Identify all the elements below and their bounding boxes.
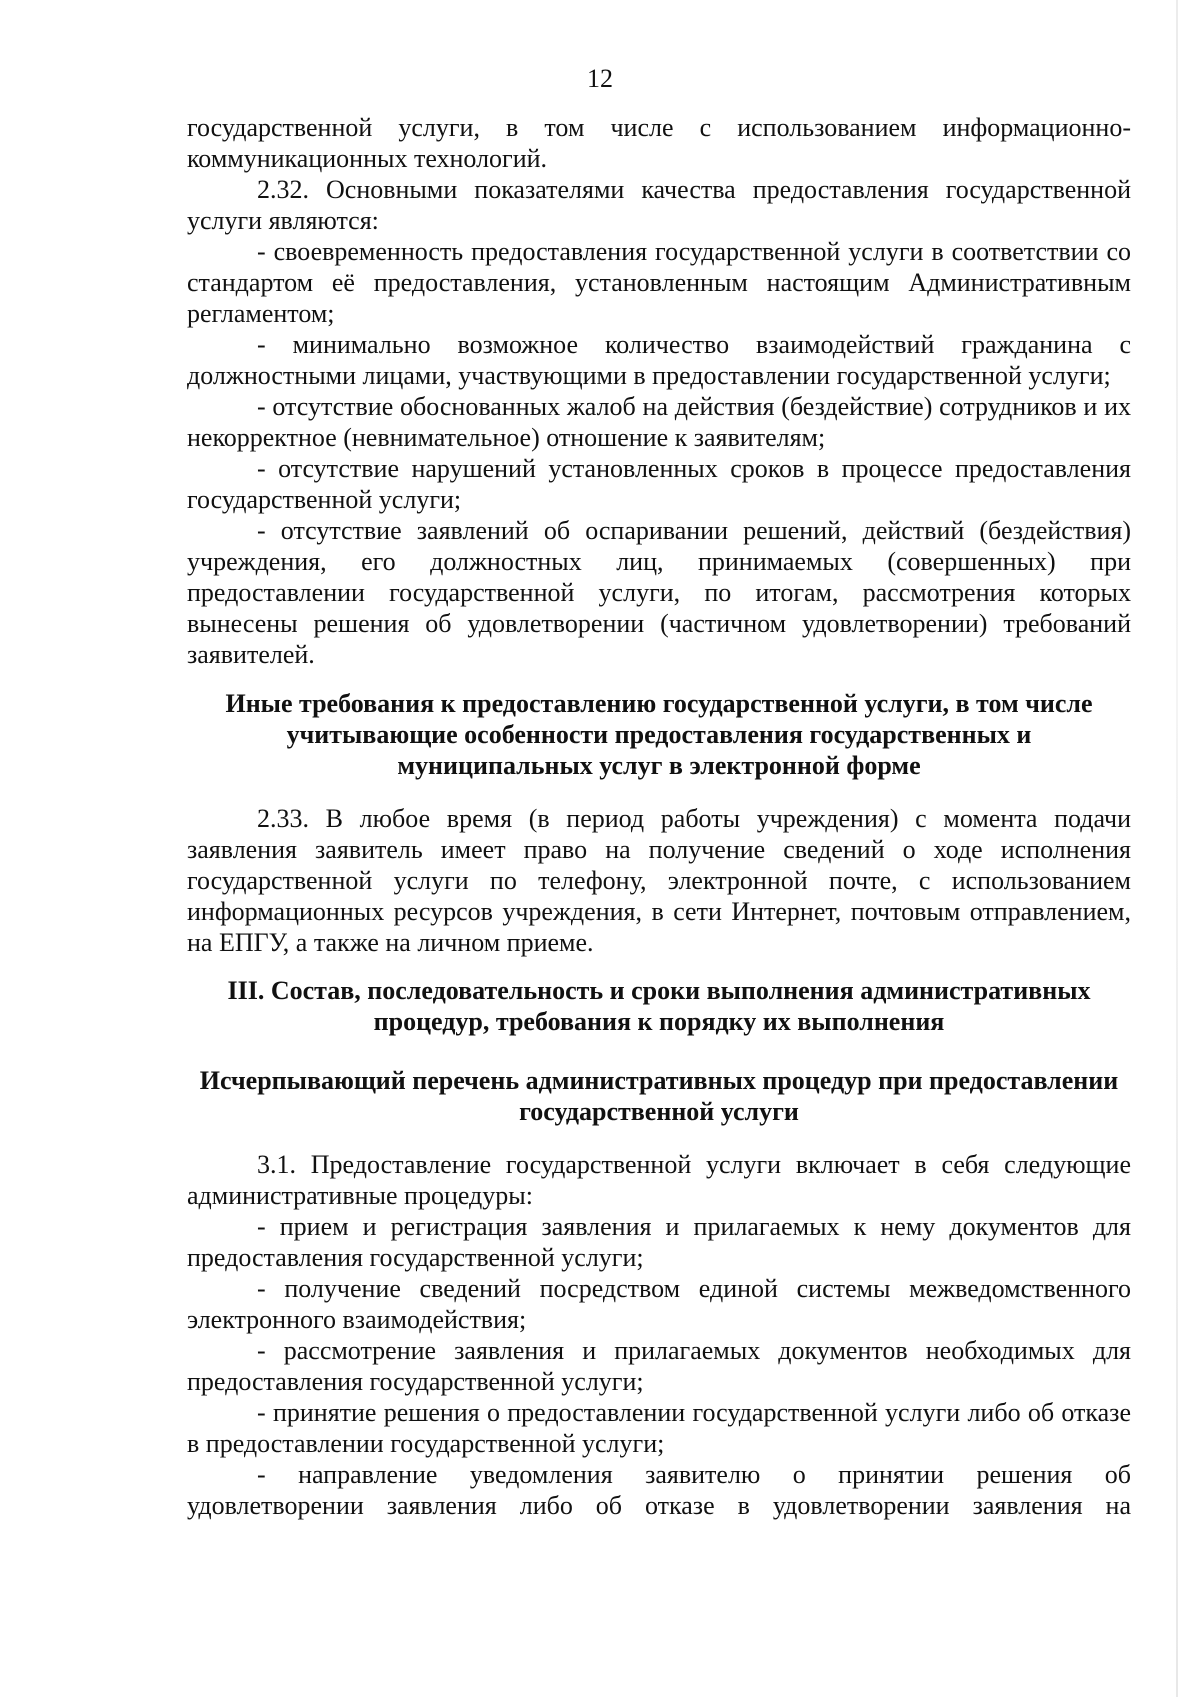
paragraph-2-33: 2.33. В любое время (в период работы учреждения) с момента подачи заявления заявитель имеет право на получение сведений о ходе исполнения государственной услуги по телефону, электронной почте, с использованием информационных ресурсов учреждения, в сети Интернет, почтовым отправлением, на ЕПГУ, а также на личном приеме. — [187, 804, 1131, 957]
scan-edge — [1176, 0, 1178, 1697]
quality-indicators-section — [187, 112, 1131, 670]
chapter-heading-iii: III. Состав, последовательность и сроки выполнения административных процедур, требования к порядку их выполнения — [227, 976, 1091, 1036]
list-item: - направление уведомления заявителю о принятии решения об удовлетворении заявления либо об отказе в удовлетворении заявления на — [187, 1460, 1131, 1520]
list-item: - отсутствие заявлений об оспаривании решений, действий (бездействия) учреждения, его должностных лиц, принимаемых (совершенных) при предоставлении государственной услуги, по итогам, рассмотрения которых вынесены решения об удовлетворении (частичном удовлетворении) требований заявителей. — [187, 516, 1131, 669]
list-item: - минимально возможное количество взаимодействий гражданина с должностными лицами, участвующими в предоставлении государственной услуги; — [187, 330, 1131, 390]
paragraph-3-1: 3.1. Предоставление государственной услуги включает в себя следующие административные процедуры: — [187, 1150, 1131, 1210]
procedures-section — [187, 1149, 1131, 1521]
list-item: - принятие решения о предоставлении государственной услуги либо об отказе в предоставлении государственной услуги; — [187, 1398, 1131, 1458]
section-2-33 — [187, 803, 1131, 958]
list-item: - отсутствие нарушений установленных сроков в процессе предоставления государственной услуги; — [187, 454, 1131, 514]
section-heading-other-requirements: Иные требования к предоставлению государственной услуги, в том числе учитывающие особенности предоставления государственных и муниципальных услуг в электронной форме — [225, 689, 1093, 780]
paragraph-2-32: 2.32. Основными показателями качества предоставления государственной услуги являются: — [187, 175, 1131, 235]
page-number: 12 — [587, 64, 613, 93]
list-item: - отсутствие обоснованных жалоб на действия (бездействие) сотрудников и их некорректное (невнимательное) отношение к заявителям; — [187, 392, 1131, 452]
list-item: - рассмотрение заявления и прилагаемых документов необходимых для предоставления государственной услуги; — [187, 1336, 1131, 1396]
section-heading-procedures-list: Исчерпывающий перечень административных процедур при предоставлении государственной услуги — [199, 1066, 1119, 1126]
list-item: - своевременность предоставления государственной услуги в соответствии со стандартом её предоставления, установленным настоящим Административным регламентом; — [187, 237, 1131, 328]
paragraph: государственной услуги, в том числе с использованием информационно-коммуникационных технологий. — [187, 113, 1131, 173]
list-item: - прием и регистрация заявления и прилагаемых к нему документов для предоставления государственной услуги; — [187, 1212, 1131, 1272]
list-item: - получение сведений посредством единой системы межведомственного электронного взаимодействия; — [187, 1274, 1131, 1334]
